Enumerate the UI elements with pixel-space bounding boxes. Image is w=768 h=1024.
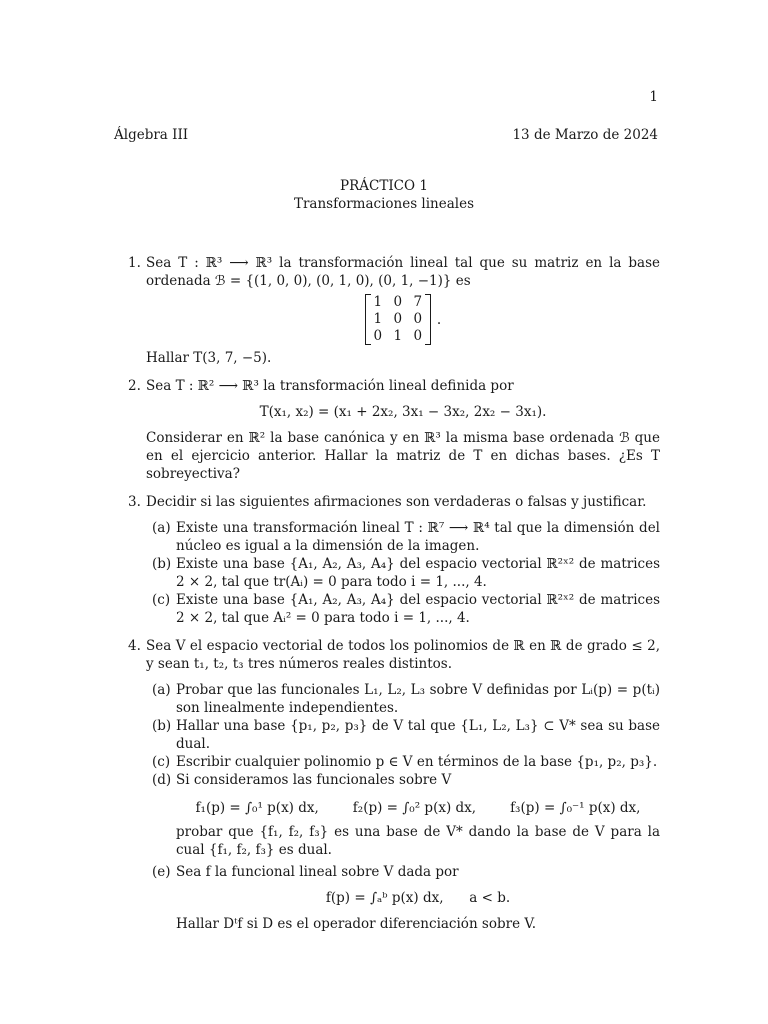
exercise-question: Hallar T(3, 7, −5).: [146, 350, 272, 366]
matrix-cell: 0: [393, 294, 403, 310]
subitem-continuation: Hallar Dᵗf si D es el operador diferenciación sobre V.: [176, 916, 537, 932]
display-formula: f(p) = ∫ₐᵇ p(x) dx, a < b.: [325, 890, 511, 906]
exercise-number: 4.: [128, 638, 141, 654]
subitem-e: [146, 863, 660, 933]
subitem-text: Escribir cualquier polinomio p ∈ V en términos de la base {p₁, p₂, p₃}.: [176, 754, 658, 770]
matrix-cell: 1: [373, 294, 383, 310]
exercise-3: [128, 493, 660, 627]
subitem-label: (d): [152, 772, 172, 788]
page-number: 1: [649, 89, 658, 105]
subitem-label: (e): [152, 864, 171, 880]
matrix: [365, 294, 431, 345]
subitem-label: (c): [152, 754, 171, 770]
subitem-continuation: probar que {f₁, f₂, f₃} es una base de V* dando la base de V para la cual {f₁, f₂, f₃} es dual.: [176, 824, 660, 858]
subitem-label: (c): [152, 592, 171, 608]
integral-f3: f₃(p) = ∫₀⁻¹ p(x) dx,: [510, 800, 641, 816]
integral-formulas: [176, 799, 660, 817]
matrix-period: .: [436, 311, 442, 328]
exercise-4: [128, 637, 660, 933]
exercise-number: 2.: [128, 378, 141, 394]
course-name: Álgebra III: [114, 127, 189, 143]
exercise-question: Considerar en ℝ² la base canónica y en ℝ³ la misma base ordenada ℬ que en el ejercicio anterior. Hallar la matriz de T en dichas bases. ¿Es T sobreyectiva?: [146, 430, 660, 482]
exercise-text: Decidir si las siguientes afirmaciones son verdaderas o falsas y justificar.: [146, 494, 647, 510]
matrix-cell: 1: [393, 328, 403, 344]
subitem-text: Hallar una base {p₁, p₂, p₃} de V tal que {L₁, L₂, L₃} ⊂ V* sea su base dual.: [176, 718, 660, 752]
document-date: 13 de Marzo de 2024: [512, 127, 658, 143]
subitem-text: Existe una base {A₁, A₂, A₃, A₄} del espacio vectorial ℝ²ˣ² de matrices 2 × 2, tal que Aᵢ² = 0 para todo i = 1, ..., 4.: [176, 592, 660, 626]
exercise-text: Sea T : ℝ³ ⟶ ℝ³ la transformación lineal tal que su matriz en la base ordenada ℬ = {(1, 0, 0), (0, 1, 0), (0, 1, −1)} es: [146, 255, 660, 289]
matrix-cell: 0: [413, 311, 423, 327]
matrix-block: [146, 294, 660, 345]
subitem-text: Probar que las funcionales L₁, L₂, L₃ sobre V definidas por Lᵢ(p) = p(tᵢ) son linealmente independientes.: [176, 682, 660, 716]
subitem-c: [146, 591, 660, 627]
subitem-list: [146, 681, 660, 933]
exercise-1: [128, 254, 660, 367]
exercise-number: 3.: [128, 494, 141, 510]
matrix-cell: 7: [413, 294, 423, 310]
subitem-text: Si consideramos las funcionales sobre V: [176, 772, 452, 788]
page-subtitle: Transformaciones lineales: [293, 196, 475, 212]
matrix-cell: 0: [393, 311, 403, 327]
exercise-text: Sea V el espacio vectorial de todos los polinomios de ℝ en ℝ de grado ≤ 2, y sean t₁, t₂, t₃ tres números reales distintos.: [146, 638, 660, 672]
subitem-b: [146, 717, 660, 753]
subitem-list: [146, 519, 660, 627]
subitem-label: (a): [152, 682, 171, 698]
subitem-text: Existe una transformación lineal T : ℝ⁷ ⟶ ℝ⁴ tal que la dimensión del núcleo es igual a la dimensión de la imagen.: [176, 520, 660, 554]
page-title: PRÁCTICO 1: [340, 178, 428, 194]
subitem-c: [146, 753, 660, 771]
subitem-label: (b): [152, 556, 172, 572]
title-block: [0, 177, 768, 213]
subitem-label: (b): [152, 718, 172, 734]
display-formula: T(x₁, x₂) = (x₁ + 2x₂, 3x₁ − 3x₂, 2x₂ − 3x₁).: [259, 404, 547, 420]
matrix-cell: 0: [413, 328, 423, 344]
subitem-text: Sea f la funcional lineal sobre V dada por: [176, 864, 459, 880]
exercise-2: [128, 377, 660, 483]
subitem-a: [146, 519, 660, 555]
exercise-text: Sea T : ℝ² ⟶ ℝ³ la transformación lineal definida por: [146, 378, 514, 394]
subitem-b: [146, 555, 660, 591]
exercise-list: [128, 254, 660, 943]
matrix-cell: 0: [373, 328, 383, 344]
integral-f2: f₂(p) = ∫₀² p(x) dx,: [352, 800, 477, 816]
integral-f1: f₁(p) = ∫₀¹ p(x) dx,: [195, 800, 319, 816]
subitem-a: [146, 681, 660, 717]
exercise-number: 1.: [128, 255, 141, 271]
subitem-d: [146, 771, 660, 859]
matrix-cell: 1: [373, 311, 383, 327]
subitem-text: Existe una base {A₁, A₂, A₃, A₄} del espacio vectorial ℝ²ˣ² de matrices 2 × 2, tal que tr(Aᵢ) = 0 para todo i = 1, ..., 4.: [176, 556, 660, 590]
subitem-label: (a): [152, 520, 171, 536]
